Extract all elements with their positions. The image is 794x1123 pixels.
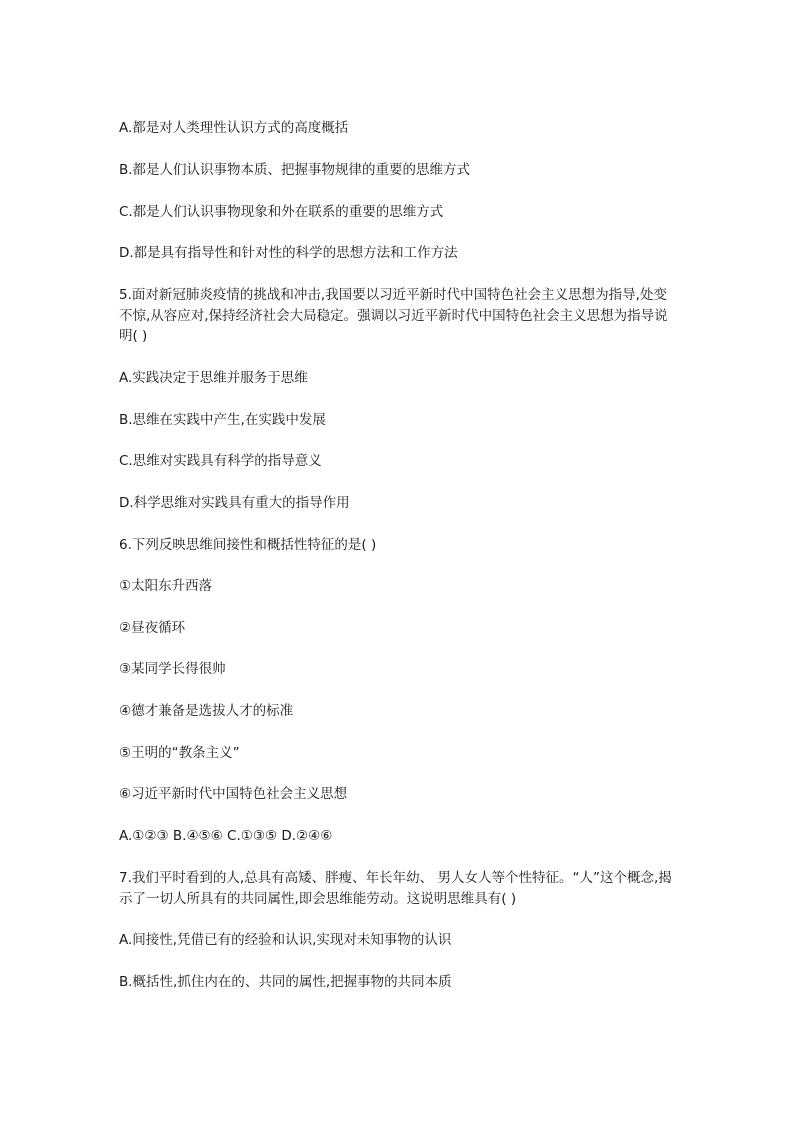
q6-item-1: ①太阳东升西落: [119, 578, 213, 594]
q7-stem: 7.我们平时看到的人,总具有高矮、胖瘦、年长年幼、 男人女人等个性特征。“人”这个概念,揭示了一切人所具有的共同属性,即会思维能劳动。这说明思维具有( ): [119, 870, 672, 907]
q5-option-b: B.思维在实践中产生,在实践中发展: [119, 412, 326, 428]
q4-option-b: B.都是人们认识事物本质、把握事物规律的重要的思维方式: [119, 162, 471, 178]
q6-item-4: ④德才兼备是选拔人才的标准: [119, 703, 294, 719]
q4-option-c: C.都是人们认识事物现象和外在联系的重要的思维方式: [119, 204, 444, 220]
q5-option-d: D.科学思维对实践具有重大的指导作用: [119, 495, 350, 511]
q6-stem: 6.下列反映思维间接性和概括性特征的是( ): [119, 537, 377, 553]
q7-option-b: B.概括性,抓住内在的、共同的属性,把握事物的共同本质: [119, 974, 452, 990]
q4-option-a: A.都是对人类理性认识方式的高度概括: [119, 120, 349, 136]
q5-stem: 5.面对新冠肺炎疫情的挑战和冲击,我国要以习近平新时代中国特色社会主义思想为指导,处变不惊,从容应对,保持经济社会大局稳定。强调以习近平新时代中国特色社会主义思想为指导说明( ): [119, 287, 668, 344]
q5-option-a: A.实践决定于思维并服务于思维: [119, 370, 308, 386]
q6-item-2: ②昼夜循环: [119, 620, 186, 636]
q6-item-6: ⑥习近平新时代中国特色社会主义思想: [119, 786, 348, 802]
q7-option-a: A.间接性,凭借已有的经验和认识,实现对未知事物的认识: [119, 932, 452, 948]
q5-option-c: C.思维对实践具有科学的指导意义: [119, 453, 322, 469]
q6-item-5: ⑤王明的“教条主义”: [119, 745, 240, 761]
q6-item-3: ③某同学长得很帅: [119, 661, 226, 677]
q6-options: A.①②③ B.④⑤⑥ C.①③⑤ D.②④⑥: [119, 828, 333, 844]
q4-option-d: D.都是具有指导性和针对性的科学的思想方法和工作方法: [119, 245, 458, 261]
